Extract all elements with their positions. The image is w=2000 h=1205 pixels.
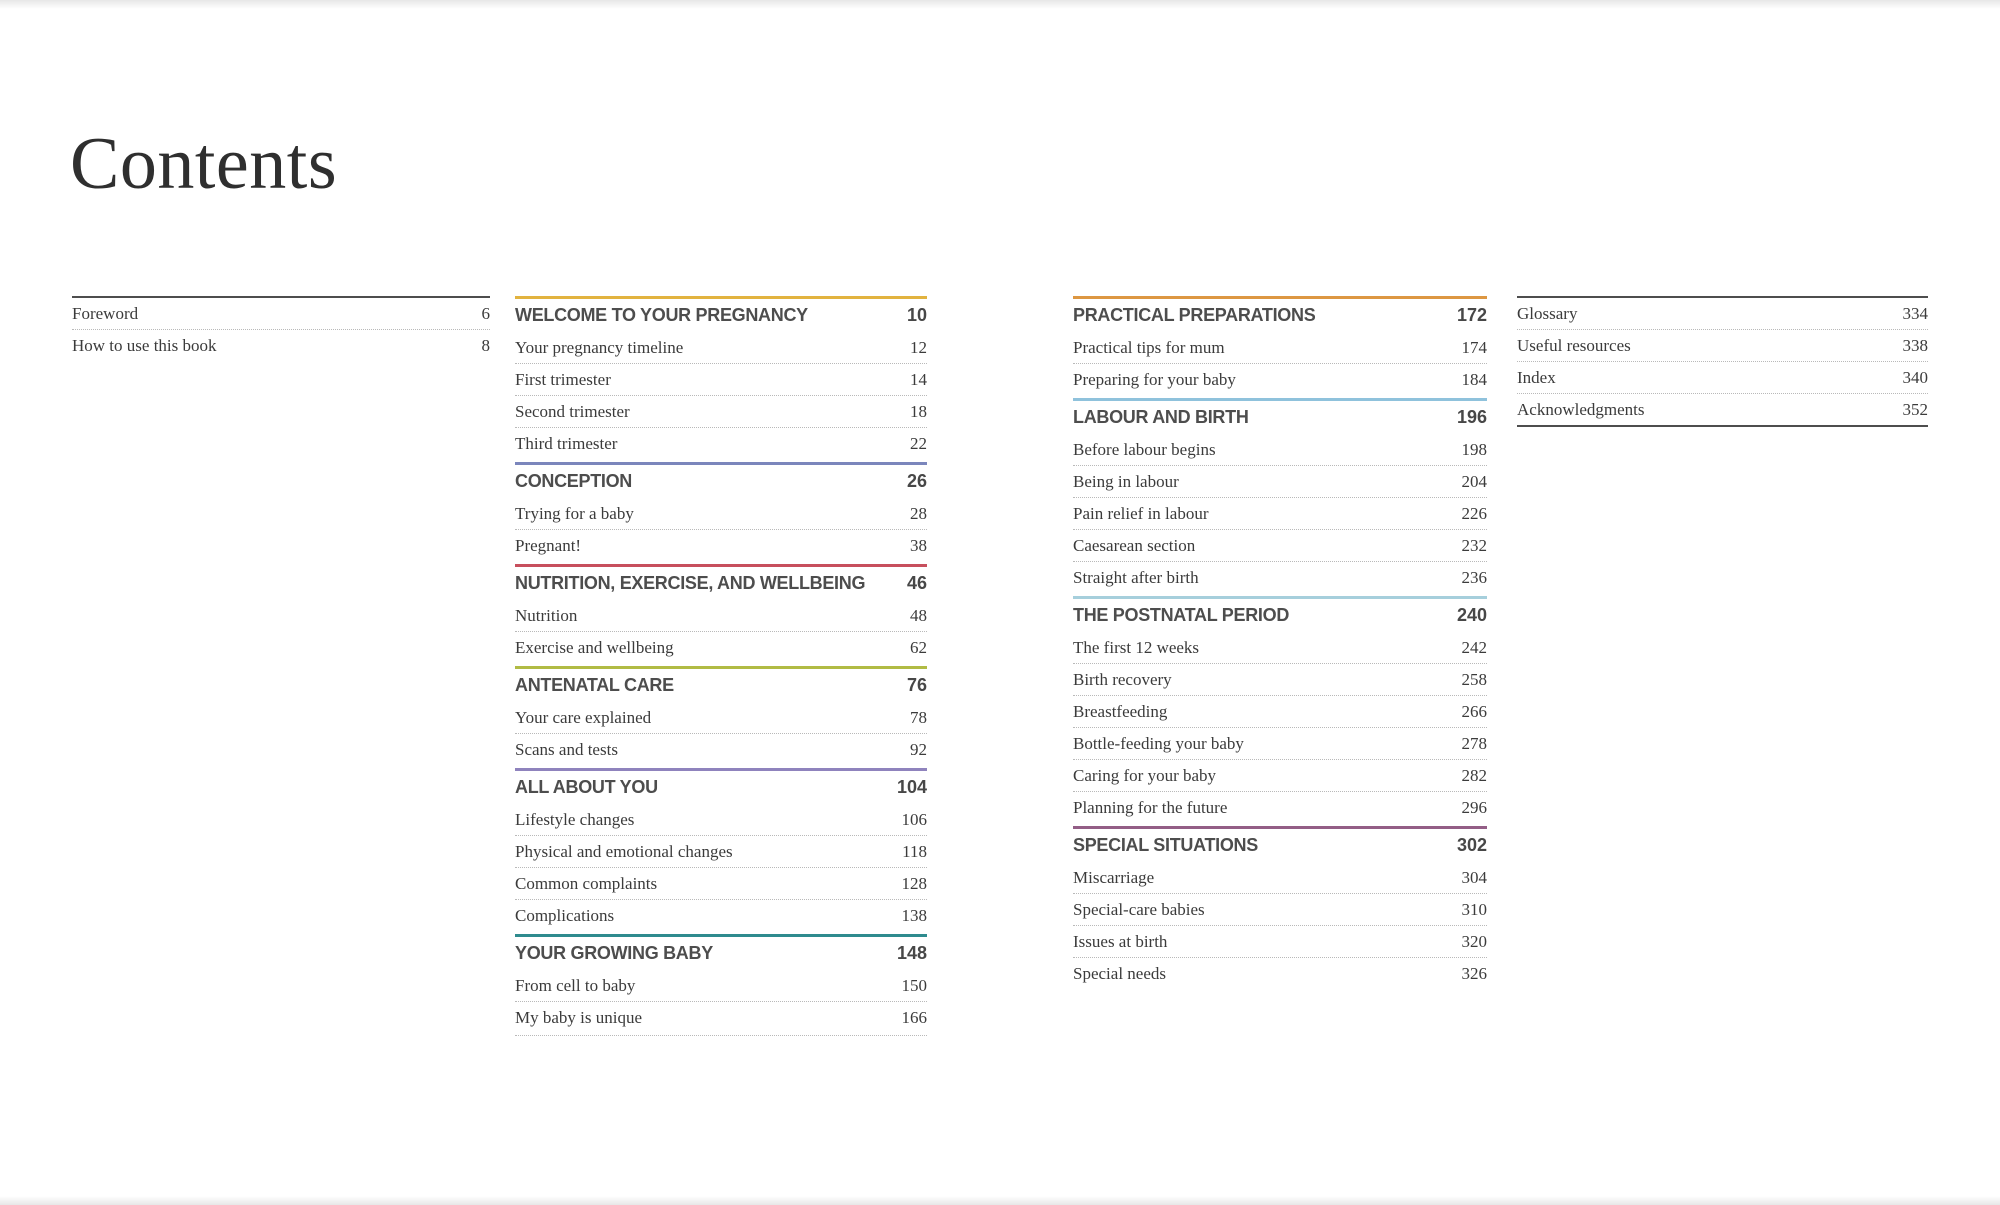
toc-entry — [1073, 893, 1487, 925]
toc-entry-page: 340 — [1902, 367, 1928, 387]
toc-entry — [515, 835, 927, 867]
toc-entry-label: The first 12 weeks — [1073, 637, 1200, 657]
toc-column-2 — [1073, 296, 1487, 992]
trailing-dotted-rule — [515, 1035, 927, 1036]
toc-entry-page: 326 — [1461, 963, 1487, 983]
toc-entry-page: 278 — [1461, 733, 1487, 753]
toc-entry-label: My baby is unique — [515, 1007, 643, 1027]
toc-entry-label: Special-care babies — [1073, 899, 1205, 919]
toc-entry-page: 6 — [481, 303, 490, 323]
section-header — [515, 937, 927, 970]
toc-entry-page: 282 — [1461, 765, 1487, 785]
toc-entry-label: Pain relief in labour — [1073, 503, 1209, 523]
section-page: 172 — [1456, 305, 1487, 325]
toc-entry — [1073, 363, 1487, 395]
toc-entry-label: Physical and emotional changes — [515, 841, 733, 861]
toc-entry-page: 338 — [1902, 335, 1928, 355]
toc-section — [515, 934, 927, 1039]
toc-entry-page: 232 — [1461, 535, 1487, 555]
toc-entry-label: How to use this book — [72, 335, 217, 355]
toc-entry-page: 184 — [1461, 369, 1487, 389]
toc-entry-label: Miscarriage — [1073, 867, 1155, 887]
toc-entry-page: 320 — [1461, 931, 1487, 951]
toc-entry-page: 18 — [910, 401, 927, 421]
toc-entry — [1073, 759, 1487, 791]
toc-section — [515, 768, 927, 934]
toc-entry — [515, 600, 927, 631]
toc-entry — [1073, 957, 1487, 989]
toc-entry-label: Exercise and wellbeing — [515, 637, 674, 657]
toc-entry-label: Second trimester — [515, 401, 630, 421]
page-edge-bottom — [0, 1196, 2000, 1205]
back-matter-column — [1517, 296, 1928, 427]
toc-entry-label: From cell to baby — [515, 975, 636, 995]
toc-entry-label: Nutrition — [515, 605, 578, 625]
toc-entry — [515, 899, 927, 931]
section-title: SPECIAL SITUATIONS — [1073, 835, 1258, 855]
toc-entry — [1073, 465, 1487, 497]
toc-entry-label: Practical tips for mum — [1073, 337, 1225, 357]
toc-entry-page: 12 — [910, 337, 927, 357]
section-title: ANTENATAL CARE — [515, 675, 674, 695]
toc-entry-label: Pregnant! — [515, 535, 582, 555]
toc-entry-label: First trimester — [515, 369, 611, 389]
section-header — [1073, 299, 1487, 332]
toc-entry-label: Common complaints — [515, 873, 658, 893]
toc-entry-page: 138 — [901, 905, 927, 925]
toc-entry-label: Planning for the future — [1073, 797, 1228, 817]
toc-entry-page: 38 — [910, 535, 927, 555]
toc-entry — [1073, 497, 1487, 529]
toc-entry — [515, 631, 927, 663]
toc-entry-page: 118 — [902, 841, 927, 861]
toc-entry-page: 174 — [1461, 337, 1487, 357]
section-title: PRACTICAL PREPARATIONS — [1073, 305, 1316, 325]
toc-entry-label: Trying for a baby — [515, 503, 634, 523]
toc-entry — [1073, 791, 1487, 823]
toc-section — [1073, 596, 1487, 826]
toc-entry-label: Before labour begins — [1073, 439, 1216, 459]
toc-entry-label: Bottle-feeding your baby — [1073, 733, 1244, 753]
toc-entry — [72, 298, 490, 329]
toc-entry — [515, 702, 927, 733]
section-title: YOUR GROWING BABY — [515, 943, 713, 963]
toc-entry-label: Birth recovery — [1073, 669, 1172, 689]
toc-entry-page: 310 — [1461, 899, 1487, 919]
toc-entry — [515, 332, 927, 363]
section-page: 76 — [906, 675, 927, 695]
toc-entry — [515, 970, 927, 1001]
toc-entry-label: Third trimester — [515, 433, 618, 453]
section-header — [515, 771, 927, 804]
toc-entry — [1073, 727, 1487, 759]
toc-entry — [515, 1001, 927, 1033]
toc-entry-label: Index — [1517, 367, 1556, 387]
section-page: 240 — [1456, 605, 1487, 625]
toc-entry-page: 204 — [1461, 471, 1487, 491]
toc-entry-page: 128 — [901, 873, 927, 893]
toc-entry-page: 14 — [910, 369, 927, 389]
toc-entry-label: Preparing for your baby — [1073, 369, 1236, 389]
section-page: 46 — [906, 573, 927, 593]
toc-entry-label: Caesarean section — [1073, 535, 1196, 555]
toc-entry-label: Foreword — [72, 303, 139, 323]
section-header — [1073, 829, 1487, 862]
toc-entry-label: Breastfeeding — [1073, 701, 1168, 721]
section-page: 148 — [896, 943, 927, 963]
toc-entry-label: Scans and tests — [515, 739, 618, 759]
section-page: 104 — [896, 777, 927, 797]
toc-entry-label: Acknowledgments — [1517, 399, 1645, 419]
toc-section — [515, 296, 927, 462]
toc-entry-label: Issues at birth — [1073, 931, 1168, 951]
toc-entry — [515, 498, 927, 529]
toc-entry-page: 62 — [910, 637, 927, 657]
toc-entry-page: 106 — [901, 809, 927, 829]
toc-entry — [1073, 529, 1487, 561]
page-edge-top — [0, 0, 2000, 9]
toc-entry — [515, 867, 927, 899]
section-header — [1073, 401, 1487, 434]
toc-section — [515, 666, 927, 768]
section-title: CONCEPTION — [515, 471, 633, 491]
toc-entry-page: 166 — [901, 1007, 927, 1027]
toc-entry-label: Glossary — [1517, 303, 1578, 323]
toc-entry-label: Lifestyle changes — [515, 809, 635, 829]
toc-entry — [1073, 695, 1487, 727]
toc-section — [515, 462, 927, 564]
toc-entry-page: 352 — [1902, 399, 1928, 419]
toc-section — [1073, 296, 1487, 398]
toc-entry — [515, 395, 927, 427]
toc-entry — [1517, 329, 1928, 361]
toc-entry-label: Complications — [515, 905, 615, 925]
toc-entry-label: Your pregnancy timeline — [515, 337, 684, 357]
toc-entry — [72, 329, 490, 361]
toc-entry-page: 28 — [910, 503, 927, 523]
section-page: 196 — [1456, 407, 1487, 427]
section-title: NUTRITION, EXERCISE, AND WELLBEING — [515, 573, 866, 593]
toc-entry-page: 242 — [1461, 637, 1487, 657]
toc-entry-label: Special needs — [1073, 963, 1166, 983]
section-header — [515, 465, 927, 498]
toc-entry — [1073, 663, 1487, 695]
toc-section — [515, 564, 927, 666]
section-page: 10 — [906, 305, 927, 325]
toc-entry-page: 48 — [910, 605, 927, 625]
toc-entry — [1073, 632, 1487, 663]
toc-entry — [515, 529, 927, 561]
toc-entry — [515, 363, 927, 395]
section-title: LABOUR AND BIRTH — [1073, 407, 1249, 427]
toc-entry-label: Straight after birth — [1073, 567, 1199, 587]
section-page: 26 — [906, 471, 927, 491]
toc-entry — [1517, 393, 1928, 425]
toc-entry-page: 266 — [1461, 701, 1487, 721]
section-title: ALL ABOUT YOU — [515, 777, 658, 797]
toc-entry — [1517, 298, 1928, 329]
toc-entry-page: 304 — [1461, 867, 1487, 887]
section-title: THE POSTNATAL PERIOD — [1073, 605, 1290, 625]
toc-column-1 — [515, 296, 927, 1039]
toc-entry-page: 258 — [1461, 669, 1487, 689]
section-title: WELCOME TO YOUR PREGNANCY — [515, 305, 808, 325]
toc-entry — [1073, 434, 1487, 465]
toc-entry-page: 22 — [910, 433, 927, 453]
toc-section — [1073, 398, 1487, 596]
toc-entry-page: 8 — [481, 335, 490, 355]
toc-section — [1073, 826, 1487, 992]
page-title: Contents — [70, 123, 338, 205]
toc-entry-page: 150 — [901, 975, 927, 995]
toc-entry — [1073, 862, 1487, 893]
section-header — [515, 299, 927, 332]
toc-entry — [1073, 561, 1487, 593]
toc-entry — [1517, 361, 1928, 393]
front-matter-column — [72, 296, 490, 361]
section-header — [1073, 599, 1487, 632]
toc-entry-label: Useful resources — [1517, 335, 1631, 355]
toc-entry-label: Caring for your baby — [1073, 765, 1217, 785]
toc-entry-page: 92 — [910, 739, 927, 759]
toc-entry-page: 236 — [1461, 567, 1487, 587]
toc-entry — [515, 733, 927, 765]
toc-entry-label: Your care explained — [515, 707, 652, 727]
toc-entry-page: 334 — [1902, 303, 1928, 323]
toc-entry-page: 198 — [1461, 439, 1487, 459]
section-page: 302 — [1456, 835, 1487, 855]
toc-entry-page: 296 — [1461, 797, 1487, 817]
toc-entry — [515, 804, 927, 835]
toc-entry — [1073, 332, 1487, 363]
toc-entry-label: Being in labour — [1073, 471, 1179, 491]
section-header — [515, 669, 927, 702]
toc-entry — [1073, 925, 1487, 957]
toc-entry-page: 226 — [1461, 503, 1487, 523]
section-header — [515, 567, 927, 600]
toc-entry-page: 78 — [910, 707, 927, 727]
toc-entry — [515, 427, 927, 459]
